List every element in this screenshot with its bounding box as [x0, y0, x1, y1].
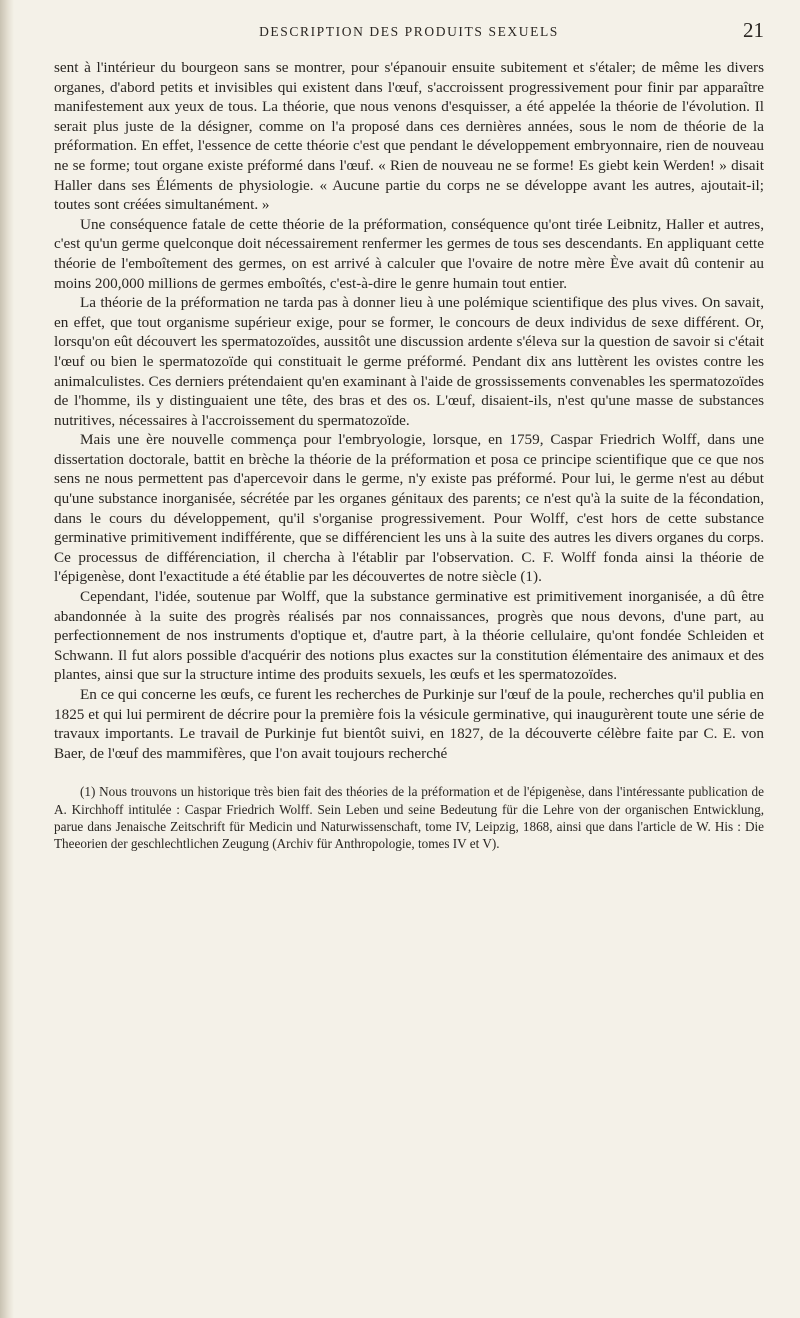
paragraph: Une conséquence fatale de cette théorie de la préformation, conséquence qu'ont tirée Leibnitz, Haller et autres, c'est qu'un germe quelconque doit nécessairement renfermer les germes de tous ses descendants. En appliquant cette théorie de l'emboîtement des germes, on est arrivé à calculer que l'ovaire de notre mère Ève avait dû contenir au moins 200,000 millions de germes emboîtés, c'est-à-dire le genre humain tout entier.: [54, 215, 764, 292]
footnote: (1) Nous trouvons un historique très bien fait des théories de la préformation et de l'épigenèse, dans l'intéressante publication de A. Kirchhoff intitulée : Caspar Friedrich Wolff. Sein Leben und seine Bedeutung für die Lehre von der organischen Entwicklung, parue dans Jenaische Zeitschrift für Medicin und Naturwissenschaft, tome IV, Leipzig, 1868, ainsi que dans l'article de W. His : Die Theeorien der geschlechtlichen Zeugung (Archiv für Anthropologie, tomes IV et V).: [54, 784, 764, 851]
paragraph: sent à l'intérieur du bourgeon sans se montrer, pour s'épanouir ensuite subitement et s'étaler; de même les divers organes, d'abord petits et invisibles qui existent dans l'œuf, s'accroissent progressivement pour finir par apparaître manifestement aux yeux de tous. La théorie, que nous venons d'esquisser, a été appelée la théorie de l'évolution. Il serait plus juste de la désigner, comme on l'a proposé dans ces dernières années, sous le nom de théorie de la préformation. En effet, l'essence de cette théorie c'est que pendant le développement embryonnaire, rien de nouveau ne se forme; tout organe existe préformé dans l'œuf. « Rien de nouveau ne se forme! Es giebt kein Werden! » disait Haller dans ses Éléments de physiologie. « Aucune partie du corps ne se développe avant les autres, ajoutait-il; toutes sont créées simultanément. »: [54, 59, 764, 214]
running-head: [54, 18, 764, 58]
paragraph: Cependant, l'idée, soutenue par Wolff, que la substance germinative est primitivement inorganisée, a dû être abandonnée à la suite des progrès réalisés par nos connaissances, progrès que nous devons, d'une part, au perfectionnement de nos instruments d'optique et, d'autre part, à la théorie cellulaire, qu'ont fondée Schleiden et Schwann. Il fut alors possible d'acquérir des notions plus exactes sur la constitution élémentaire des animaux et des plantes, ainsi que sur la structure intime des produits sexuels, les œufs et les spermatozoïdes.: [54, 588, 764, 684]
body-text: [54, 58, 764, 763]
paragraph: Mais une ère nouvelle commença pour l'embryologie, lorsque, en 1759, Caspar Friedrich Wolff, dans une dissertation doctorale, battit en brèche la théorie de la préformation et posa ce principe scientifique que ce que nos sens ne nous permettent pas d'apercevoir dans le germe, n'y existe pas préformé. Pour lui, le germe n'est au début qu'une substance inorganisée, sécrétée par les organes génitaux des parents; ce n'est qu'à la suite de la fécondation, dans le cours du développement, qu'il s'organise progressivement. Pour Wolff, c'est hors de cette substance germinative primitivement indifférente, que se différencient les uns à la suite des autres les divers organes du corps. Ce processus de différenciation, il chercha à l'établir par l'observation. C. F. Wolff fonda ainsi la théorie de l'épigenèse, dont l'exactitude a été établie par les découvertes de notre siècle (1).: [54, 431, 764, 586]
paragraph: En ce qui concerne les œufs, ce furent les recherches de Purkinje sur l'œuf de la poule, recherches qu'il publia en 1825 et qui lui permirent de décrire pour la première fois la vésicule germinative, qui inaugurèrent toute une série de travaux importants. Le travail de Purkinje fut bientôt suivi, en 1827, de la découverte célèbre faite par C. E. von Baer, de l'œuf des mammifères, que l'on avait toujours recherché: [54, 686, 764, 762]
paragraph: La théorie de la préformation ne tarda pas à donner lieu à une polémique scientifique des plus vives. On savait, en effet, que tout organisme supérieur exige, pour se former, le concours de deux individus de sexe différent. Or, lorsqu'on eût découvert les spermatozoïdes, aussitôt une discussion ardente s'éleva sur la question de savoir si c'était l'œuf ou bien le spermatozoïde qui constituait le germe préformé. Pendant dix ans luttèrent les ovistes contre les animalculistes. Ces derniers prétendaient qu'en examinant à l'aide de grossissements convenables les spermatozoïdes de l'homme, ils y distinguaient une tête, des bras et des os. L'œuf, disaient-ils, n'est qu'une masse de substances nutritives, nécessaires à l'accroissement du spermatozoïde.: [54, 294, 764, 429]
page-number: 21: [743, 18, 764, 42]
page-binding-edge: [0, 0, 14, 1318]
running-title: DESCRIPTION DES PRODUITS SEXUELS: [259, 24, 559, 39]
book-page: [54, 18, 764, 852]
